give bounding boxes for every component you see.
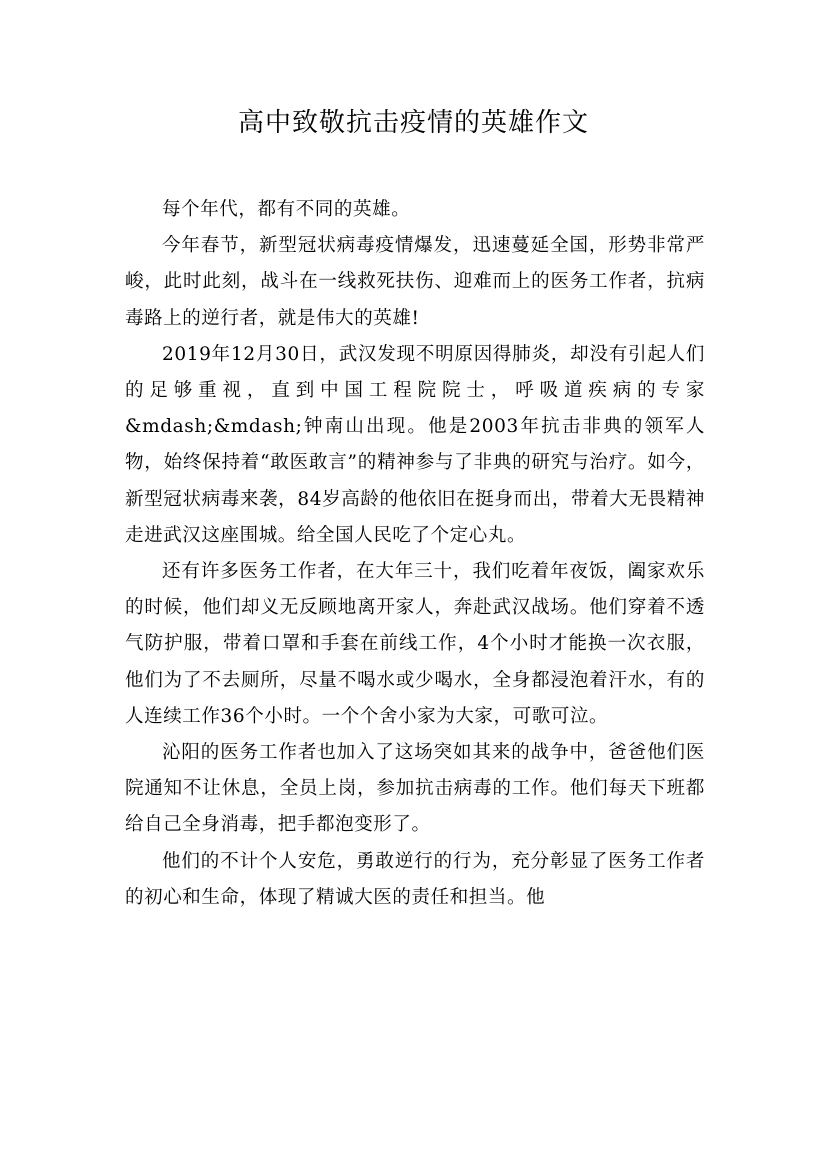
paragraph: 他们的不计个人安危，勇敢逆行的行为，充分彰显了医务工作者的初心和生命，体现了精诚大医的责任和担当。他 (125, 850, 705, 908)
document-body (125, 192, 705, 916)
document-title: 高中致敬抗击疫情的英雄作文 (237, 108, 589, 138)
paragraph: 每个年代，都有不同的英雄。 (162, 199, 411, 220)
paragraph: 2019年12月30日，武汉发现不明原因得肺炎，却没有引起人们的足够重视，直到中国工程院院士，呼吸道疾病的专家&mdash;&mdash;钟南山出现。他是2003年抗击非典的领军人物，始终保持着“敢医敢言”的精神参与了非典的研究与治疗。如今，新型冠状病毒来袭，84岁高龄的他依旧在挺身而出，带着大无畏精神走进武汉这座围城。给全国人民吃了个定心丸。 (125, 343, 705, 546)
paragraph: 沁阳的医务工作者也加入了这场突如其来的战争中，爸爸他们医院通知不让休息，全员上岗，参加抗击病毒的工作。他们每天下班都给自己全身消毒，把手都泡变形了。 (125, 742, 705, 836)
paragraph: 还有许多医务工作者，在大年三十，我们吃着年夜饭，阖家欢乐的时候，他们却义无反顾地离开家人，奔赴武汉战场。他们穿着不透气防护服，带着口罩和手套在前线工作，4个小时才能换一次衣服，他们为了不去厕所，尽量不喝水或少喝水，全身都浸泡着汗水，有的人连续工作36个小时。一个个舍小家为大家，可歌可泣。 (125, 561, 705, 727)
paragraph: 今年春节，新型冠状病毒疫情爆发，迅速蔓延全国，形势非常严峻，此时此刻，战斗在一线救死扶伤、迎难而上的医务工作者，抗病毒路上的逆行者，就是伟大的英雄! (125, 235, 705, 329)
